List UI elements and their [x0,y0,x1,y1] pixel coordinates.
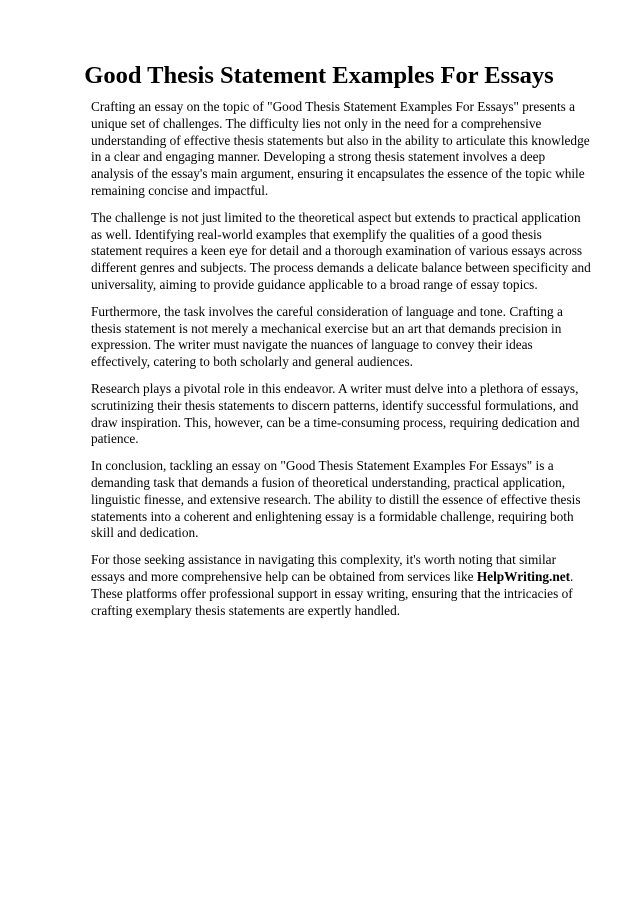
paragraph-3: Furthermore, the task involves the careful consideration of language and tone. Crafting a thesis statement is not merely a mechanical exercise but an art that demands precision in expression. The writer must navigate the nuances of language to convey their ideas effectively, catering to both scholarly and general audiences. [91,303,563,370]
paragraph-4: Research plays a pivotal role in this endeavor. A writer must delve into a plethora of essays, scrutinizing their thesis statements to discern patterns, identify successful formulations, and draw inspiration. This, however, can be a time-consuming process, requiring dedication and patience. [91,380,580,447]
paragraph-1: Crafting an essay on the topic of "Good Thesis Statement Examples For Essays" presents a unique set of challenges. The difficulty lies not only in the need for a comprehensive understanding of effective thesis statements but also in the ability to articulate this knowledge in a clear and engaging manner. Developing a strong thesis statement involves a deep analysis of the essay's main argument, ensuring it encapsulates the essence of the topic while remaining concise and impactful. [91,99,590,198]
paragraph-6-outro: . These platforms offer professional support in essay writing, ensuring that the intricacies of crafting exemplary thesis statements are expertly handled. [91,568,574,618]
paragraph-5: In conclusion, tackling an essay on "Good Thesis Statement Examples For Essays" is a demanding task that demands a fusion of theoretical understanding, practical application, linguistic finesse, and extensive research. The ability to distill the essence of effective thesis statements into a coherent and enlightening essay is a formidable challenge, requiring both skill and dedication. [91,458,581,541]
page-title: Good Thesis Statement Examples For Essays [84,62,554,89]
helpwriting-link[interactable]: HelpWriting.net [476,568,571,584]
paragraph-6 [91,552,591,619]
paragraph-2: The challenge is not just limited to the theoretical aspect but extends to practical application as well. Identifying real-world examples that exemplify the qualities of a good thesis statement requires a keen eye for detail and a thorough examination of various essays across different genres and subjects. The process demands a delicate balance between specificity and universality, aiming to provide guidance applicable to a broad range of essay topics. [91,209,591,292]
document-body [91,99,591,629]
paragraph-6-intro: For those seeking assistance in navigating this complexity, it's worth noting that similar essays and more comprehensive help can be obtained from services like [91,552,557,584]
